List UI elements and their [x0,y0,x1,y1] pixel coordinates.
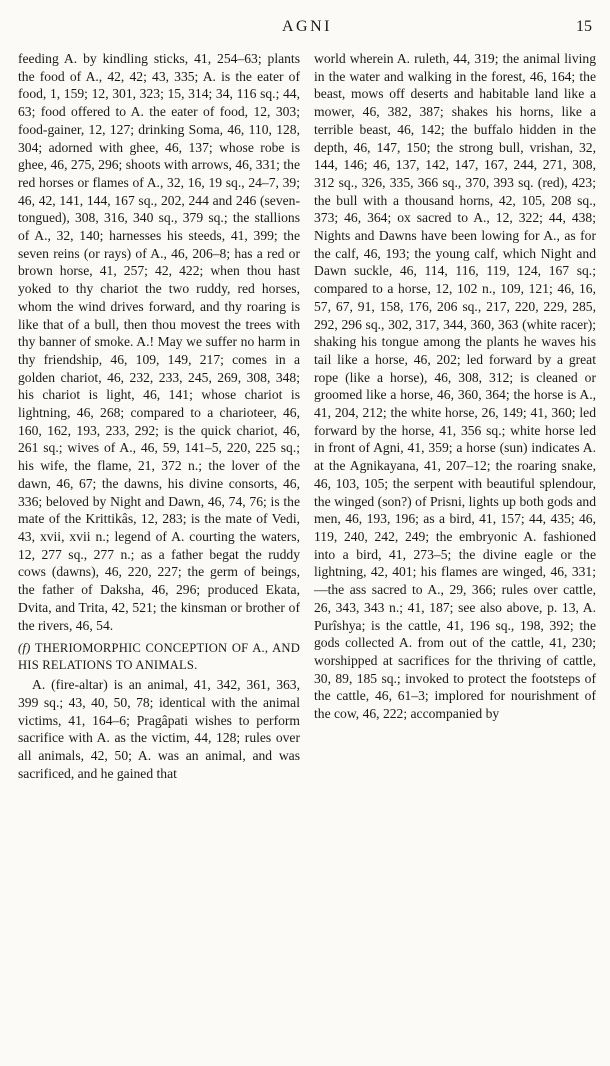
section-label: (f) [18,641,31,656]
index-entry-paragraph: feeding A. by kindling sticks, 41, 254–63; plants the food of A., 42, 42; 43, 335; A. is the eater of food, 1, 159; 12, 301, 323; 15, 314; 34, 116 sq.; 44, 63; food offered to A. the eater of food, 12, 303; food-gainer, 12, 127; drinking Soma, 46, 110, 128, 304; adorned with ghee, 46, 137; whose robe is ghee, 46, 275, 296; shoots with arrows, 46, 331; the red horses or flames of A., 32, 16, 19 sq., 24–7, 39; 46, 42, 141, 144, 167 sq., 202, 244 and 246 (seven-tongued), 308, 316, 340 sq., 379 sq.; the stallions of A., 32, 140; harnesses his steeds, 41, 399; the seven reins (or rays) of A., 46, 206–8; has a red or brown horse, 41, 257; 42, 422; when thou hast yoked to thy chariot the two ruddy, red horses, whom the wind drives forward, and thy roaring is like that of a bull, then thou movest the trees with thy banner of smoke. A.! May we suffer no harm in thy friendship, 46, 109, 149, 217; comes in a golden chariot, 46, 232, 233, 245, 269, 308, 348; his chariot is light, 46, 141; whose chariot is lightning, 46, 268; compared to a charioteer, 46, 160, 162, 193, 233, 292; is the quick chariot, 46, 261 sq.; wives of A., 46, 59, 141–5, 220, 225 sq.; his wife, the flame, 21, 372 n.; the lover of the dawn, 46, 67; the dawns, his divine consorts, 46, 336; beloved by Night and Dawn, 46, 74, 76; is the mate of the Krittikâs, 12, 283; is the mate of Vedi, 43, xvii, xvii n.; legend of A. courting the waters, 12, 277 sq., 277 n.; as a father begat the ruddy cows (dawns), 46, 220, 227; the germ of beings, the father of Daksha, 46, 296; produced Ekata, Dvita, and Trita, 42, 521; the kinsman or brother of the rivers, 46, 54. [18,51,300,633]
section-title: THERIOMORPHIC CONCEPTION OF A., AND HIS RELATIONS TO ANIMALS. [18,641,301,673]
section-heading [18,640,300,674]
right-column [314,50,596,782]
index-entry-paragraph: world wherein A. ruleth, 44, 319; the animal living in the water and walking in the forest, 46, 164; the beast, mows off deserts and habitable land like a mower, 46, 382, 387; shakes his horns, like a terrible beast, 46, 142; the buffalo hidden in the depth, 46, 147, 150; the strong bull, vrishan, 32, 144, 146; 46, 137, 142, 147, 167, 244, 271, 308, 312 sq., 326, 335, 366 sq., 370, 393 sq. (red), 423; the bull with a thousand horns, 42, 105, 208 sq., 373; 46, 364; ox sacred to A., 12, 322; 44, 438; Nights and Dawns have been lowing for A., as for the calf, 46, 193; the young calf, which Night and Dawn suckle, 46, 114, 116, 119, 124, 167 sq.; compared to a horse, 12, 102 n., 109, 121; 46, 16, 57, 67, 91, 158, 176, 206 sq., 217, 220, 229, 285, 292, 296 sq., 302, 317, 344, 360, 363 (white racer); shaking his tongue among the plants he waves his tail like a horse, 46, 202; led forward by a great rope (like a horse), 46, 308, 312; is cleaned or groomed like a horse, 46, 360, 364; the horse is A., 41, 204, 212; the white horse, 26, 149; 41, 360; led forward by the horse, 41, 356 sq.; white horse led in front of Agni, 41, 359; a horse (sun) indicates A. at the Agnikayana, 41, 207–12; the roaring snake, 46, 103, 105; the serpent with beautiful splendour, the winged (son?) of Prisni, lights up both gods and men, 46, 193, 196; as a bird, 41, 157; 44, 435; 46, 119, 240, 242, 249; the embryonic A. fashioned into a bird, 41, 273–5; the divine eagle or the lightning, 42, 401; his flames are winged, 46, 331;—the ass sacred to A., 29, 366; rules over cattle, 26, 343, 343 n.; 41, 187; see also above, p. 13, A. Purîshya; is the cattle, 41, 196 sq., 198, 392; the gods collected A. from out of the cattle, 41, 230; worshipped at sacrifices for the thriving of cattle, 30, 89, 185 sq.; invoked to protect the footsteps of the cattle, 46, 61–3; implored for nourishment of the cow, 46, 222; accompanied by [314,51,596,722]
running-title: AGNI [282,18,332,35]
two-column-body [18,50,596,782]
page-header [18,16,596,50]
page-number: 15 [576,18,592,35]
left-column [18,50,300,782]
index-entry-paragraph: A. (fire-altar) is an animal, 41, 342, 361, 363, 399 sq.; 43, 40, 50, 78; identical with the animal victims, 41, 164–6; Pragâpati wishes to perform sacrifice with A. as the victim, 44, 128; rules over all animals, 42, 50; A. was an animal, and was sacrificed, and he gained that [18,677,300,781]
